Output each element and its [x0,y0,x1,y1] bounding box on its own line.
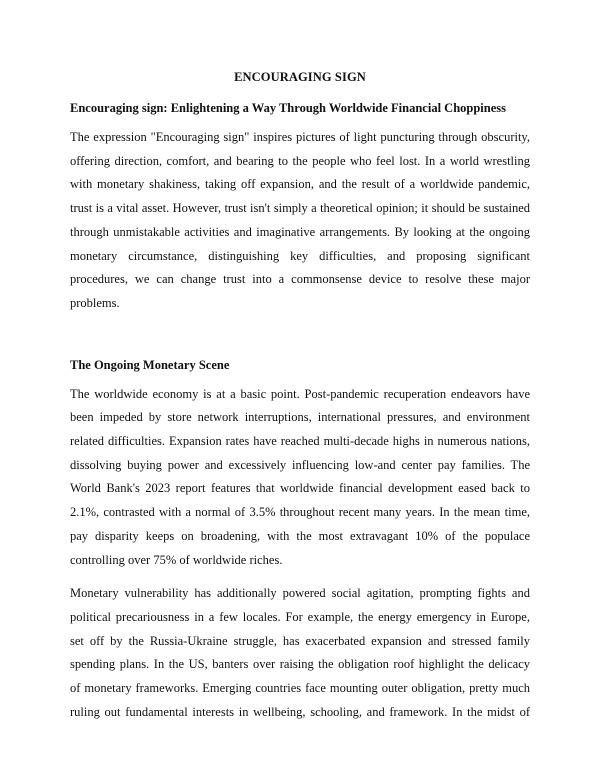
document-subtitle: Encouraging sign: Enlightening a Way Through Worldwide Financial Choppiness [70,101,507,115]
text-line: problems. [70,295,120,310]
text-line: Monetary vulnerability has additionally powered social agitation, prompting fights and [70,586,530,601]
section-paragraph-1 [70,383,530,573]
text-line: World Bank's 2023 report features that worldwide financial development eased back to [70,481,530,496]
text-line: procedures, we can change trust into a commonsense device to resolve these major [70,272,530,287]
section-heading: The Ongoing Monetary Scene [70,357,230,372]
text-line: controlling over 75% of worldwide riches. [70,552,283,567]
text-line: with monetary shakiness, taking off expansion, and the result of a worldwide pandemic, [70,177,530,192]
text-line: set off by the Russia-Ukraine struggle, has exacerbated expansion and stressed family [70,633,530,648]
text-line: The worldwide economy is at a basic point. Post-pandemic recuperation endeavors have [70,386,530,401]
text-line: offering direction, comfort, and bearing to the people who feel lost. In a world wrestling [70,153,530,168]
text-line: 2.1%, contrasted with a normal of 3.5% throughout recent many years. In the mean time, [70,505,530,520]
text-line: through unmistakable activities and imaginative arrangements. By looking at the ongoing [70,224,530,239]
text-line: related difficulties. Expansion rates have reached multi-decade highs in numerous nations, [70,434,530,449]
text-line: dissolving buying power and excessively influencing low-and center pay families. The [70,457,530,472]
document-title: ENCOURAGING SIGN [234,70,366,84]
intro-paragraph [70,126,530,316]
text-line: spending plans. In the US, banters over raising the obligation roof highlight the delicacy [70,657,530,672]
text-line: been impeded by store network interruptions, international pressures, and environment [70,410,530,425]
text-line: political precariousness in a few locales. For example, the energy emergency in Europe, [70,609,530,624]
text-line: ruling out fundamental interests in wellbeing, schooling, and framework. In the midst of [70,704,530,719]
text-line: The expression "Encouraging sign" inspires pictures of light puncturing through obscurity, [70,130,530,144]
text-line: of monetary frameworks. Emerging countries face mounting outer obligation, pretty much [70,681,530,696]
text-line: pay disparity keeps on broadening, with the most extravagant 10% of the populace [70,528,530,543]
text-line: monetary circumstance, distinguishing key difficulties, and proposing significant [70,248,530,263]
text-line: trust is a vital asset. However, trust isn't simply a theoretical opinion; it should be sustained [70,201,530,216]
section-paragraph-2 [70,582,530,724]
